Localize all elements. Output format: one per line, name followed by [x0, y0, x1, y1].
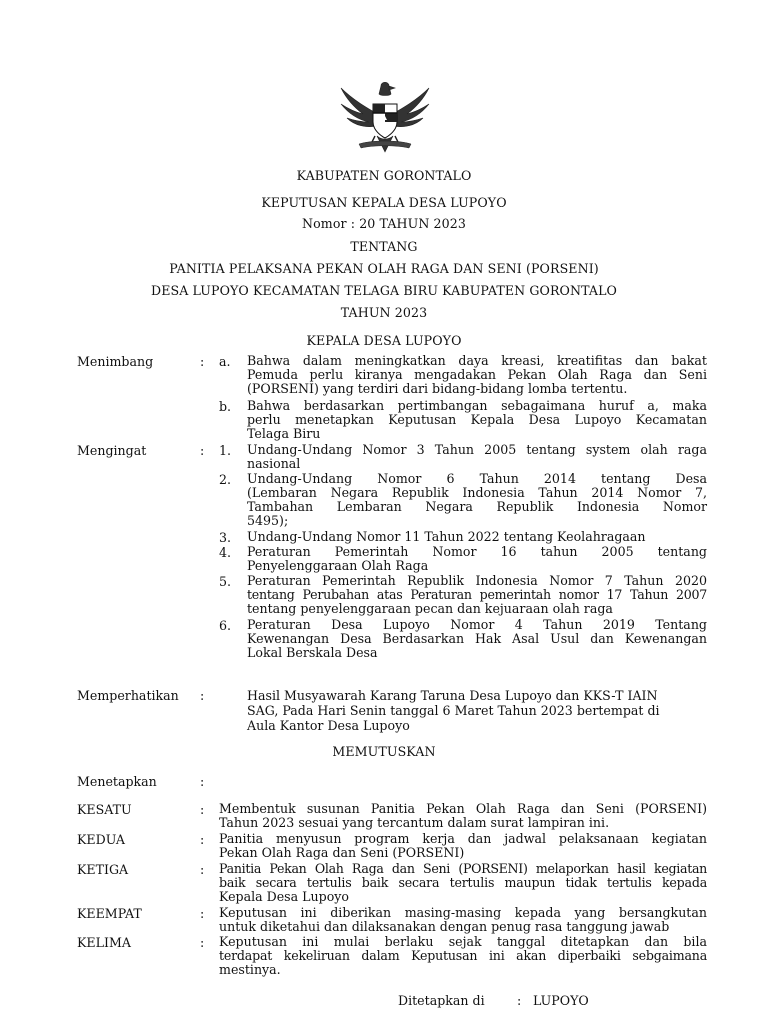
- colon: :: [200, 354, 205, 369]
- item-marker: 4.: [219, 545, 232, 560]
- dictum-label-kesatu: KESATU: [77, 802, 132, 817]
- mengingat-item-5: Peraturan Pemerintah Republik Indonesia Nomor 7 Tahun 2020 tentang Perubahan atas Peraturan pemerintah nomor 17 Tahun 2007 tentang penyelenggaraan pecan dan kejuaraan olah raga: [247, 573, 707, 616]
- mengingat-item-4: Peraturan Pemerintah Nomor 16 tahun 2005 tentang Penyelenggaraan Olah Raga: [247, 544, 707, 573]
- dictum-label-kedua: KEDUA: [77, 832, 126, 847]
- subject-line-1: PANITIA PELAKSANA PEKAN OLAH RAGA DAN SENI (PORSENI): [169, 261, 599, 276]
- mengingat-label: Mengingat: [77, 443, 147, 458]
- mengingat-item-1: Undang-Undang Nomor 3 Tahun 2005 tentang system olah raga nasional: [247, 442, 707, 471]
- item-marker: 3.: [219, 530, 232, 545]
- decision-title: KEPUTUSAN KEPALA DESA LUPOYO: [261, 195, 507, 210]
- about-heading: TENTANG: [350, 239, 418, 254]
- dictum-text-ketiga: Panitia Pekan Olah Raga dan Seni (PORSENI) melaporkan hasil kegiatan baik secara tertulis baik secara tertulis maupun tidak tertulis kepada Kepala Desa Lupoyo: [219, 861, 707, 904]
- memutuskan-heading: MEMUTUSKAN: [332, 744, 436, 759]
- signature-place-label: Ditetapkan di: [398, 993, 485, 1008]
- memperhatikan-text: Hasil Musyawarah Karang Taruna Desa Lupoyo dan KKS-T IAIN SAG, Pada Hari Senin tanggal 6 Maret Tahun 2023 bertempat di Aula Kantor Desa Lupoyo: [247, 688, 660, 733]
- dictum-label-ketiga: KETIGA: [77, 862, 129, 877]
- colon: :: [517, 993, 522, 1008]
- colon: :: [200, 935, 205, 950]
- item-marker: 2.: [219, 472, 232, 487]
- item-marker: b.: [219, 399, 232, 414]
- subject-year: TAHUN 2023: [340, 305, 428, 320]
- dictum-text-kesatu: Membentuk susunan Panitia Pekan Olah Raga dan Seni (PORSENI) Tahun 2023 sesuai yang tercantum dalam surat lampiran ini.: [219, 801, 707, 830]
- mengingat-item-2: Undang-Undang Nomor 6 Tahun 2014 tentang Desa (Lembaran Negara Republik Indonesia Tahun 2014 Nomor 7, Tambahan Lembaran Negara Republik Indonesia Nomor 5495);: [247, 471, 707, 528]
- decision-number: Nomor : 20 TAHUN 2023: [302, 216, 466, 231]
- colon: :: [200, 832, 205, 847]
- signature-place-value: LUPOYO: [533, 993, 589, 1008]
- item-marker: 1.: [219, 443, 232, 458]
- colon: :: [200, 906, 205, 921]
- item-marker: 6.: [219, 618, 232, 633]
- garuda-emblem-icon: [337, 78, 433, 158]
- menimbang-item-a: Bahwa dalam meningkatkan daya kreasi, kreatifitas dan bakat Pemuda perlu kiranya mengadakan Pekan Olah Raga dan Seni (PORSENI) yang terdiri dari bidang-bidang lomba tertentu.: [247, 353, 707, 396]
- colon: :: [200, 802, 205, 817]
- menimbang-item-b: Bahwa berdasarkan pertimbangan sebagaimana huruf a, maka perlu menetapkan Keputusan Kepala Desa Lupoyo Kecamatan Telaga Biru: [247, 398, 707, 441]
- subject-line-2: DESA LUPOYO KECAMATAN TELAGA BIRU KABUPATEN GORONTALO: [151, 283, 617, 298]
- colon: :: [200, 862, 205, 877]
- official-title: KEPALA DESA LUPOYO: [306, 333, 462, 348]
- dictum-label-keempat: KEEMPAT: [77, 906, 142, 921]
- dictum-label-kelima: KELIMA: [77, 935, 131, 950]
- menimbang-label: Menimbang: [77, 354, 154, 369]
- colon: :: [200, 443, 205, 458]
- dictum-text-keempat: Keputusan ini diberikan masing-masing kepada yang bersangkutan untuk diketahui dan dilaksanakan dengan penug rasa tanggung jawab: [219, 905, 707, 934]
- mengingat-item-6: Peraturan Desa Lupoyo Nomor 4 Tahun 2019 Tentang Kewenangan Desa Berdasarkan Hak Asal Usul dan Kewenangan Lokal Berskala Desa: [247, 617, 707, 660]
- dictum-text-kedua: Panitia menyusun program kerja dan jadwal pelaksanaan kegiatan Pekan Olah Raga dan Seni (PORSENI): [219, 831, 707, 860]
- mengingat-item-3: Undang-Undang Nomor 11 Tahun 2022 tentang Keolahragaan: [247, 529, 646, 544]
- regency-title: KABUPATEN GORONTALO: [296, 168, 472, 183]
- memperhatikan-label: Memperhatikan: [77, 688, 179, 703]
- item-marker: 5.: [219, 574, 232, 589]
- menetapkan-label: Menetapkan: [77, 774, 157, 789]
- dictum-text-kelima: Keputusan ini mulai berlaku sejak tanggal ditetapkan dan bila terdapat kekeliruan dalam Keputusan ini akan diperbaiki sebgaimana mestinya.: [219, 934, 707, 977]
- colon: :: [200, 688, 205, 703]
- colon: :: [200, 774, 205, 789]
- item-marker: a.: [219, 354, 231, 369]
